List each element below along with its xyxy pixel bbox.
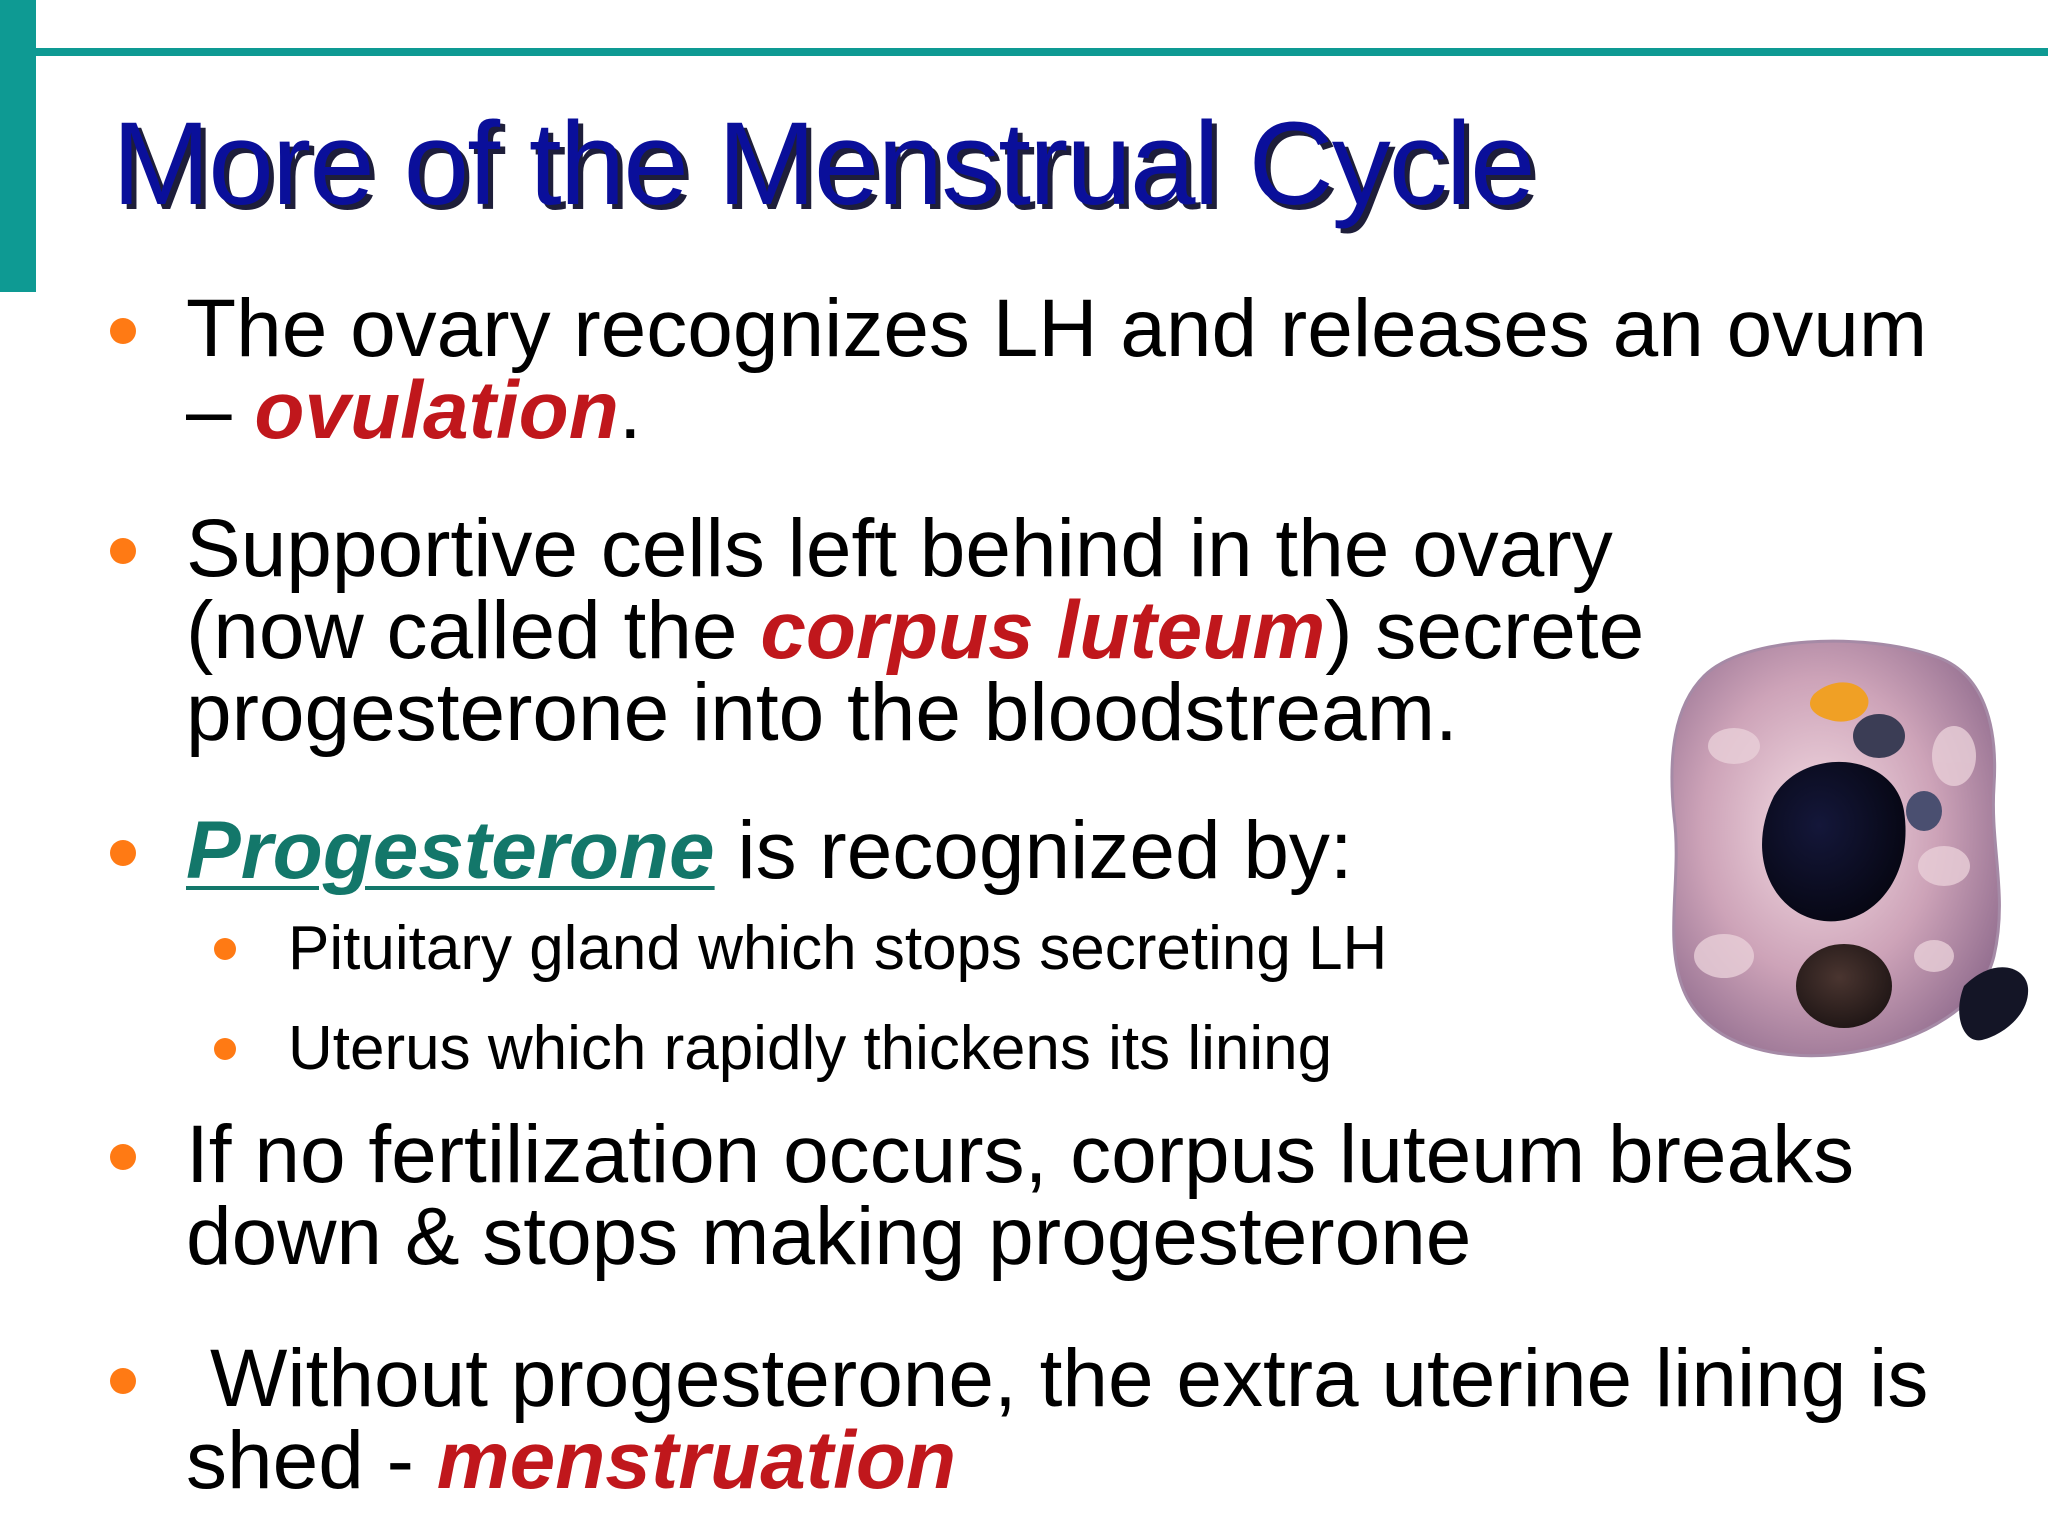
bullet-dot-icon	[110, 1368, 136, 1394]
bullet-dot-icon	[110, 318, 136, 344]
bullet-text: ) secrete progesterone into the bloodstream.	[186, 585, 1645, 758]
bullet-text: .	[618, 365, 642, 456]
key-term-menstruation: menstruation	[436, 1415, 957, 1506]
bullet-text: Without progesterone, the extra uterine lining is shed -	[186, 1333, 1929, 1506]
ovary-cross-section-photo-icon	[1664, 636, 2036, 1076]
slide-title: More of the Menstrual Cycle	[112, 98, 1534, 230]
sub-bullet-dot-icon	[214, 1038, 236, 1060]
bullet-no-fertilization	[110, 1109, 1950, 1282]
bullet-dot-icon	[110, 538, 136, 564]
bullet-text: is recognized by:	[714, 805, 1353, 896]
top-rule	[36, 48, 2048, 56]
bullet-text: If no fertilization occurs, corpus luteum breaks down & stops making progesterone	[186, 1109, 1855, 1282]
sub-bullet-text: Uterus which rapidly thickens its lining	[288, 1014, 1333, 1083]
bullet-dot-icon	[110, 1144, 136, 1170]
bullet-dot-icon	[110, 840, 136, 866]
key-term-ovulation: ovulation	[254, 365, 619, 456]
bullet-text: Supportive cells left behind in the ovary (now called the	[186, 503, 1613, 676]
key-term-corpus-luteum: corpus luteum	[760, 585, 1326, 676]
key-term-progesterone-link[interactable]: Progesterone	[186, 805, 715, 896]
accent-bar	[0, 0, 36, 292]
sub-bullet-dot-icon	[214, 938, 236, 960]
bullet-corpus-luteum	[110, 503, 1746, 758]
sub-bullet-text: Pituitary gland which stops secreting LH	[288, 914, 1388, 983]
bullet-menstruation	[110, 1333, 1950, 1506]
bullet-ovulation	[110, 283, 1950, 456]
bullet-text: The ovary recognizes LH and releases an ovum –	[186, 283, 1928, 456]
